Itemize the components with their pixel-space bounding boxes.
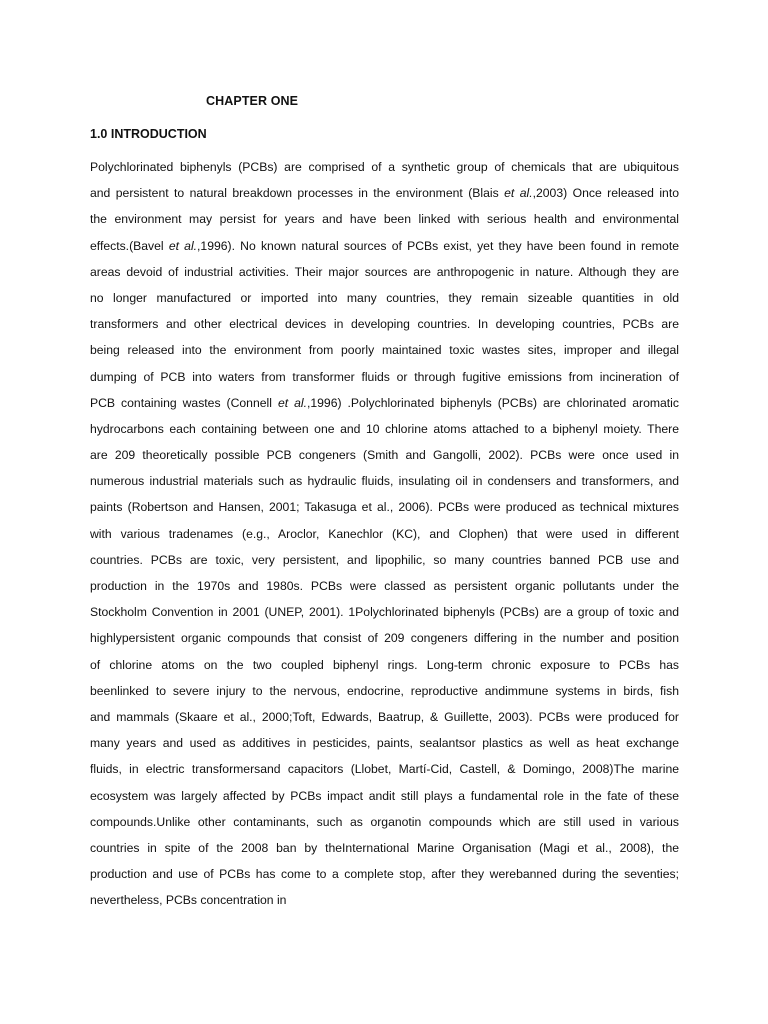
paragraph-line: beenlinked to severe injury to the nervous, endocrine, reproductive andimmune systems in birds, fish [90, 683, 679, 698]
paragraph-line: highlypersistent organic compounds that consist of 209 congeners differing in the number and position [90, 631, 679, 646]
paragraph-line: compounds.Unlike other contaminants, such as organotin compounds which are still used in various [90, 814, 679, 829]
paragraph-line: Stockholm Convention in 2001 (UNEP, 2001). 1Polychlorinated biphenyls (PCBs) are a group of toxic and [90, 605, 679, 620]
paragraph-line: no longer manufactured or imported into many countries, they remain sizeable quantities in old [90, 290, 679, 305]
paragraph-line: and mammals (Skaare et al., 2000;Toft, Edwards, Baatrup, & Guillette, 2003). PCBs were produced for [90, 709, 679, 724]
chapter-title: CHAPTER ONE [206, 94, 299, 108]
paragraph-line: being released into the environment from poorly maintained toxic wastes sites, improper and illegal [90, 343, 679, 358]
paragraph-line: paints (Robertson and Hansen, 2001; Takasuga et al., 2006). PCBs were produced as technical mixtures [90, 500, 679, 515]
paragraph-line: countries. PCBs are toxic, very persistent, and lipophilic, so many countries banned PCB use and [90, 552, 679, 567]
paragraph-line: Polychlorinated biphenyls (PCBs) are comprised of a synthetic group of chemicals that are ubiquitous [90, 160, 679, 174]
paragraph-line: hydrocarbons each containing between one and 10 chlorine atoms attached to a biphenyl moiety. There [90, 421, 679, 436]
section-title: 1.0 INTRODUCTION [90, 127, 207, 141]
paragraph-line: transformers and other electrical devices in developing countries. In developing countries, PCBs are [90, 317, 679, 332]
paragraph-line: areas devoid of industrial activities. Their major sources are anthropogenic in nature. Although they are [90, 264, 679, 279]
paragraph-line: the environment may persist for years and have been linked with serious health and environmental [90, 212, 679, 227]
paragraph-line: countries in spite of the 2008 ban by theInternational Marine Organisation (Magi et al., 2008), the [90, 840, 679, 855]
paragraph-line: effects.(Bavel et al.,1996). No known natural sources of PCBs exist, yet they have been found in remote [90, 238, 679, 253]
paragraph-line: production and use of PCBs has come to a complete stop, after they werebanned during the seventies; [90, 867, 679, 882]
paragraph-line: of chlorine atoms on the two coupled biphenyl rings. Long-term chronic exposure to PCBs has [90, 657, 679, 672]
paragraph-line: production in the 1970s and 1980s. PCBs were classed as persistent organic pollutants under the [90, 579, 679, 593]
paragraph-line: many years and used as additives in pesticides, paints, sealantsor plastics as well as heat exchange [90, 736, 679, 751]
paragraph-line: fluids, in electric transformersand capacitors (Llobet, Martí-Cid, Castell, & Domingo, 2008)The marine [90, 762, 679, 777]
paragraph-line: nevertheless, PCBs concentration in [90, 893, 287, 908]
paragraph-line: are 209 theoretically possible PCB congeners (Smith and Gangolli, 2002). PCBs were once used in [90, 448, 679, 463]
paragraph-line: PCB containing wastes (Connell et al.,1996) .Polychlorinated biphenyls (PCBs) are chlorinated aromatic [90, 395, 679, 410]
body-paragraph [90, 154, 679, 913]
paragraph-line: with various tradenames (e.g., Aroclor, Kanechlor (KC), and Clophen) that were used in different [90, 526, 679, 541]
paragraph-line: numerous industrial materials such as hydraulic fluids, insulating oil in condensers and transformers, and [90, 474, 679, 489]
paragraph-line: and persistent to natural breakdown processes in the environment (Blais et al.,2003) Once released into [90, 186, 679, 201]
paragraph-line: ecosystem was largely affected by PCBs impact andit still plays a fundamental role in the fate of these [90, 788, 679, 803]
paragraph-line: dumping of PCB into waters from transformer fluids or through fugitive emissions from incineration of [90, 369, 679, 384]
